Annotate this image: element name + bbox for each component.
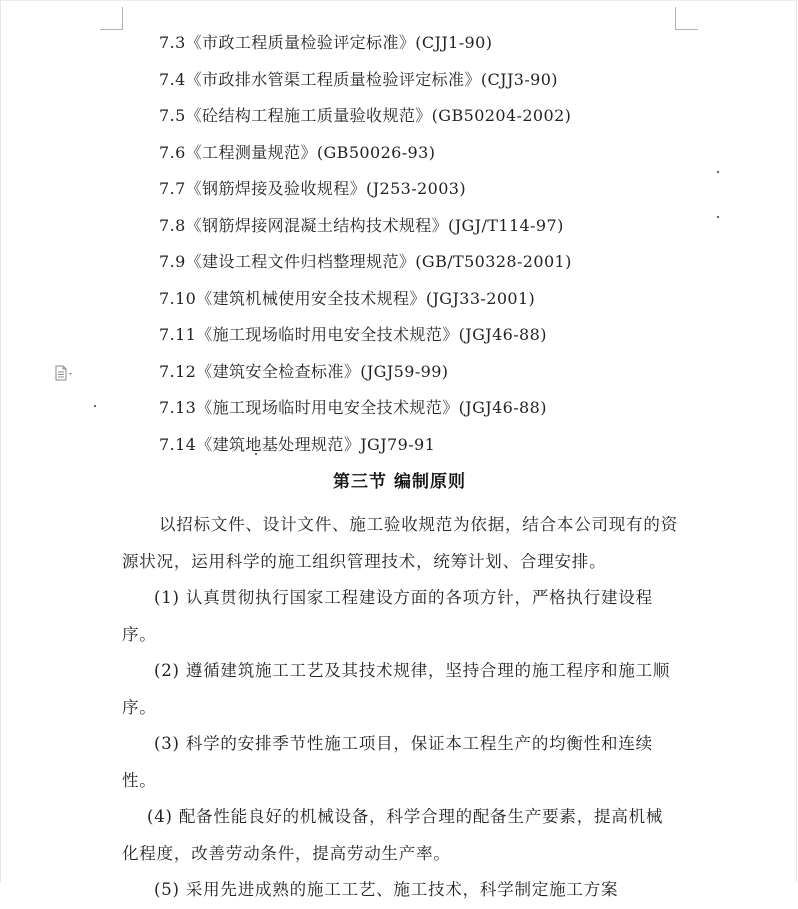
standard-item: 7.12《建筑安全检查标准》(JGJ59-99) [159, 361, 449, 381]
standard-item: 7.5《砼结构工程施工质量验收规范》(GB50204-2002) [159, 106, 572, 125]
stray-dot [94, 405, 96, 407]
stray-dot [717, 216, 719, 218]
standard-item: 7.9《建设工程文件归档整理规范》(GB/T50328-2001) [159, 252, 572, 271]
standard-item: 7.6《工程测量规范》(GB50026-93) [159, 142, 436, 162]
paragraph: (4) 配备性能良好的机械设备，科学合理的配备生产要素，提高机械化程度，改善劳动条件，提高劳动生产率。 [122, 807, 664, 863]
paragraph: (1) 认真贯彻执行国家工程建设方面的各项方针，严格执行建设程序。 [122, 588, 653, 644]
standard-item: 7.11《施工现场临时用电安全技术规范》(JGJ46-88) [159, 325, 547, 344]
standard-item: 7.4《市政排水管渠工程质量检验评定标准》(CJJ3-90) [159, 69, 558, 89]
margin-corner-mark-top-right [675, 7, 698, 30]
standard-item: 7.7《钢筋焊接及验收规程》(J253-2003) [159, 179, 467, 198]
margin-corner-mark-top-left [100, 7, 123, 30]
paragraph: (3) 科学的安排季节性施工项目，保证本工程生产的均衡性和连续性。 [122, 734, 653, 790]
section-heading: 第三节 编制原则 [333, 472, 466, 492]
standard-item: 7.8《钢筋焊接网混凝土结构技术规程》(JGJ/T114-97) [159, 215, 564, 235]
standard-item: 7.14《建筑地基处理规范》JGJ79-91 [159, 434, 436, 454]
body-text [122, 507, 678, 909]
standards-list [159, 31, 572, 469]
document-icon[interactable] [55, 365, 73, 381]
paragraph: (2) 遵循建筑施工工艺及其技术规律，坚持合理的施工程序和施工顺序。 [122, 661, 671, 717]
paragraph: 以招标文件、设计文件、施工验收规范为依据，结合本公司现有的资源状况，运用科学的施工组织管理技术，统筹计划、合理安排。 [122, 515, 678, 571]
standard-item: 7.10《建筑机械使用安全技术规程》(JGJ33-2001) [159, 288, 536, 308]
paragraph: (5) 采用先进成熟的施工工艺、施工技术，科学制定施工方案 [154, 880, 619, 899]
standard-item: 7.3《市政工程质量检验评定标准》(CJJ1-90) [159, 33, 493, 52]
stray-dot [255, 453, 257, 455]
standard-item: 7.13《施工现场临时用电安全技术规范》(JGJ46-88) [159, 398, 547, 417]
stray-dot [717, 171, 719, 173]
